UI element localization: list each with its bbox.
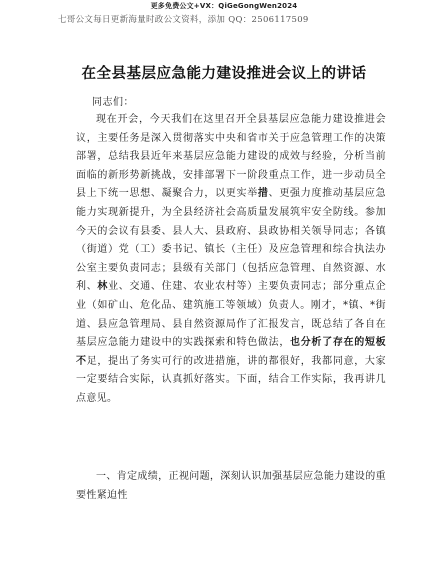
paragraph-text: 现在开会，今天我们在这里召开全县基层应急能力建设推进会议，主要任务是深入贯彻落实中央和省市关于应急管理工作的决策部署，总结我县近年来基层应急能力建设的成效与经验，分析当前面临的新形势新挑战，安排部署下一阶段重点工作，进一步动员全县上下统一思想、凝聚合力，以更实举	[76, 114, 386, 200]
document-title: 在全县基层应急能力建设推进会议上的讲话	[81, 66, 367, 82]
salutation: 同志们：	[92, 97, 134, 108]
bold-text: 措	[257, 188, 269, 200]
header-note: 七哥公文每日更新海量时政公文资料，添加 QQ：2506117509	[58, 15, 309, 25]
paragraph-text: 业、交通、住建、农业农村等）主要负责同志；部分重点企业（如矿山、危化品、建筑施工等领域）负责人。刚才，*镇、*街道、县应急管理局、县自然资源局作了汇报发言，既总结了各自在基层应急能力建设中的实践探索和特色做法，	[76, 281, 386, 349]
main-paragraph	[76, 111, 386, 409]
bold-text: 林	[97, 281, 109, 293]
paragraph-text: 足，提出了务实可行的改进措施，讲的都很好，我都同意，大家一定要结合实际，认真抓好落实。下面，结合工作实际，我再讲几点意见。	[76, 355, 386, 404]
paragraph-text: 、更强力度推动基层应急能力实现新提升，为全县经济社会高质量发展筑牢安全防线。参加今天的会议有县委、县人大、县政府、县政协相关领导同志；各镇（街道）党（工）委书记、镇长（主任）及应急管理和综合执法办公室主要负责同志；县级有关部门（包括应急管理、自然资源、水利、	[76, 188, 386, 293]
section-heading: 一、肯定成绩，正视问题，深刻认识加强基层应急能力建设的重要性紧迫性	[76, 471, 386, 501]
top-banner: 更多免费公文+VX：QiGeGongWen2024	[150, 2, 298, 10]
bold-text: 也分析了存在的短板不	[76, 337, 386, 367]
